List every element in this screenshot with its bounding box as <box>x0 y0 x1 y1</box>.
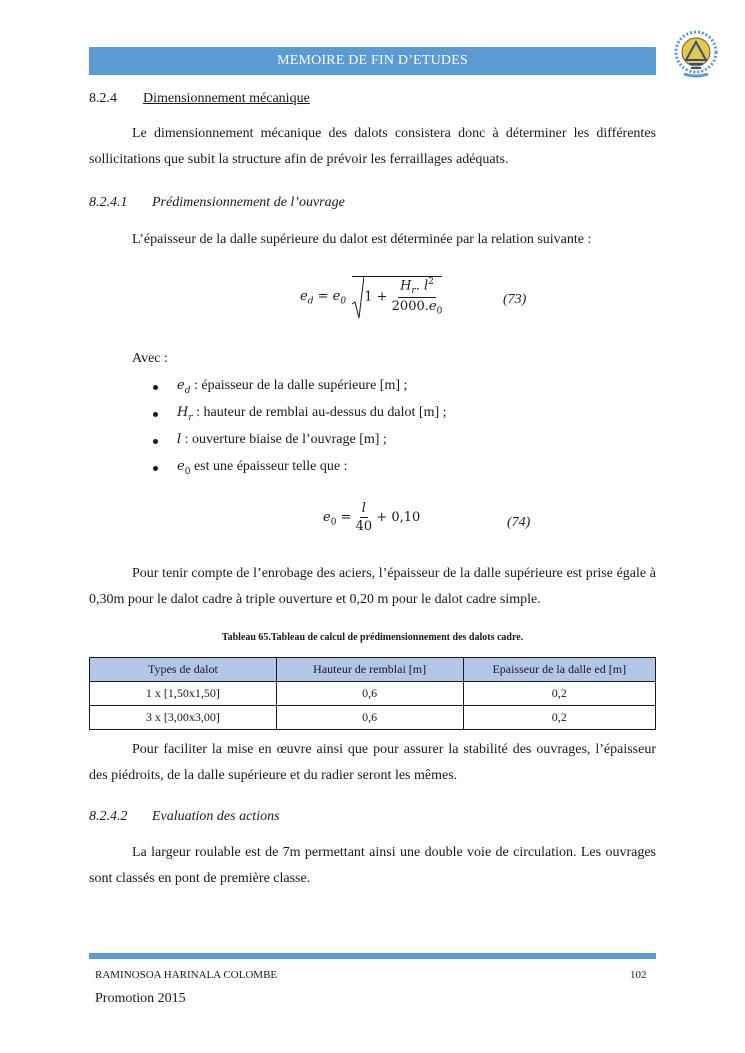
table-header-cell: Epaisseur de la dalle ed [m] <box>463 658 655 682</box>
table-cell: 0,6 <box>276 682 463 706</box>
table-cell: 0,2 <box>463 682 655 706</box>
intro-paragraph: Le dimensionnement mécanique des dalots consistera donc à déterminer les différentes sollicitations que subit la structure afin de prévoir les ferraillages adéquats. <box>89 126 656 167</box>
enrobage-paragraph: Pour tenir compte de l’enrobage des aciers, l’épaisseur de la dalle supérieure est prise égale à 0,30m pour le dalot cadre à triple ouverture et 0,20 m pour le dalot cadre simple. <box>89 566 656 607</box>
table-cell: 0,6 <box>276 706 463 730</box>
table-cell: 0,2 <box>463 706 655 730</box>
subsection-heading-2: 8.2.4.2 Evaluation des actions <box>89 809 280 824</box>
footer-promotion: Promotion 2015 <box>95 991 186 1006</box>
table-cell: 3 x [3,00x3,00] <box>90 706 277 730</box>
equation-73: $e_d = e_0$ 1 + $\frac{H_r. l^2}{2000.e_0}$ <box>300 277 443 317</box>
section-title: Dimensionnement mécanique <box>143 91 310 106</box>
table-row <box>90 706 656 730</box>
footer-author: RAMINOSOA HARINALA COLOMBE <box>95 969 278 981</box>
footer-divider <box>89 953 656 959</box>
table-header-row <box>90 658 656 682</box>
equation-74-number: (74) <box>507 515 531 530</box>
equation-73-number: (73) <box>503 292 527 307</box>
equation-74: $e_0$ = $\frac{l}{40}$ + 0,10 <box>323 501 421 534</box>
section-heading <box>89 91 310 107</box>
section-number: 8.2.4 <box>89 91 117 106</box>
predimension-table <box>89 657 656 730</box>
table-row <box>90 682 656 706</box>
relation-paragraph: L’épaisseur de la dalle supérieure du dalot est déterminée par la relation suivante : <box>132 232 592 247</box>
page-number: 102 <box>630 969 647 981</box>
table-caption: Tableau 65.Tableau de calcul de prédimensionnement des dalots cadre. <box>221 632 524 643</box>
table-cell: 1 x [1,50x1,50] <box>90 682 277 706</box>
table-header-cell: Hauteur de remblai [m] <box>276 658 463 682</box>
table-header-cell: Types de dalot <box>90 658 277 682</box>
page-header: MEMOIRE DE FIN D’ETUDES <box>89 47 656 75</box>
actions-paragraph: La largeur roulable est de 7m permettant ainsi une double voie de circulation. Les ouvrages sont classés en pont de première classe. <box>89 845 656 886</box>
stability-paragraph: Pour faciliter la mise en œuvre ainsi que pour assurer la stabilité des ouvrages, l’épaisseur des piédroits, de la dalle supérieure et du radier seront les mêmes. <box>89 742 656 783</box>
school-logo-icon <box>672 30 720 80</box>
subsection-heading-1: 8.2.4.1 Prédimensionnement de l’ouvrage <box>89 195 345 210</box>
avec-label: Avec : <box>132 351 168 366</box>
